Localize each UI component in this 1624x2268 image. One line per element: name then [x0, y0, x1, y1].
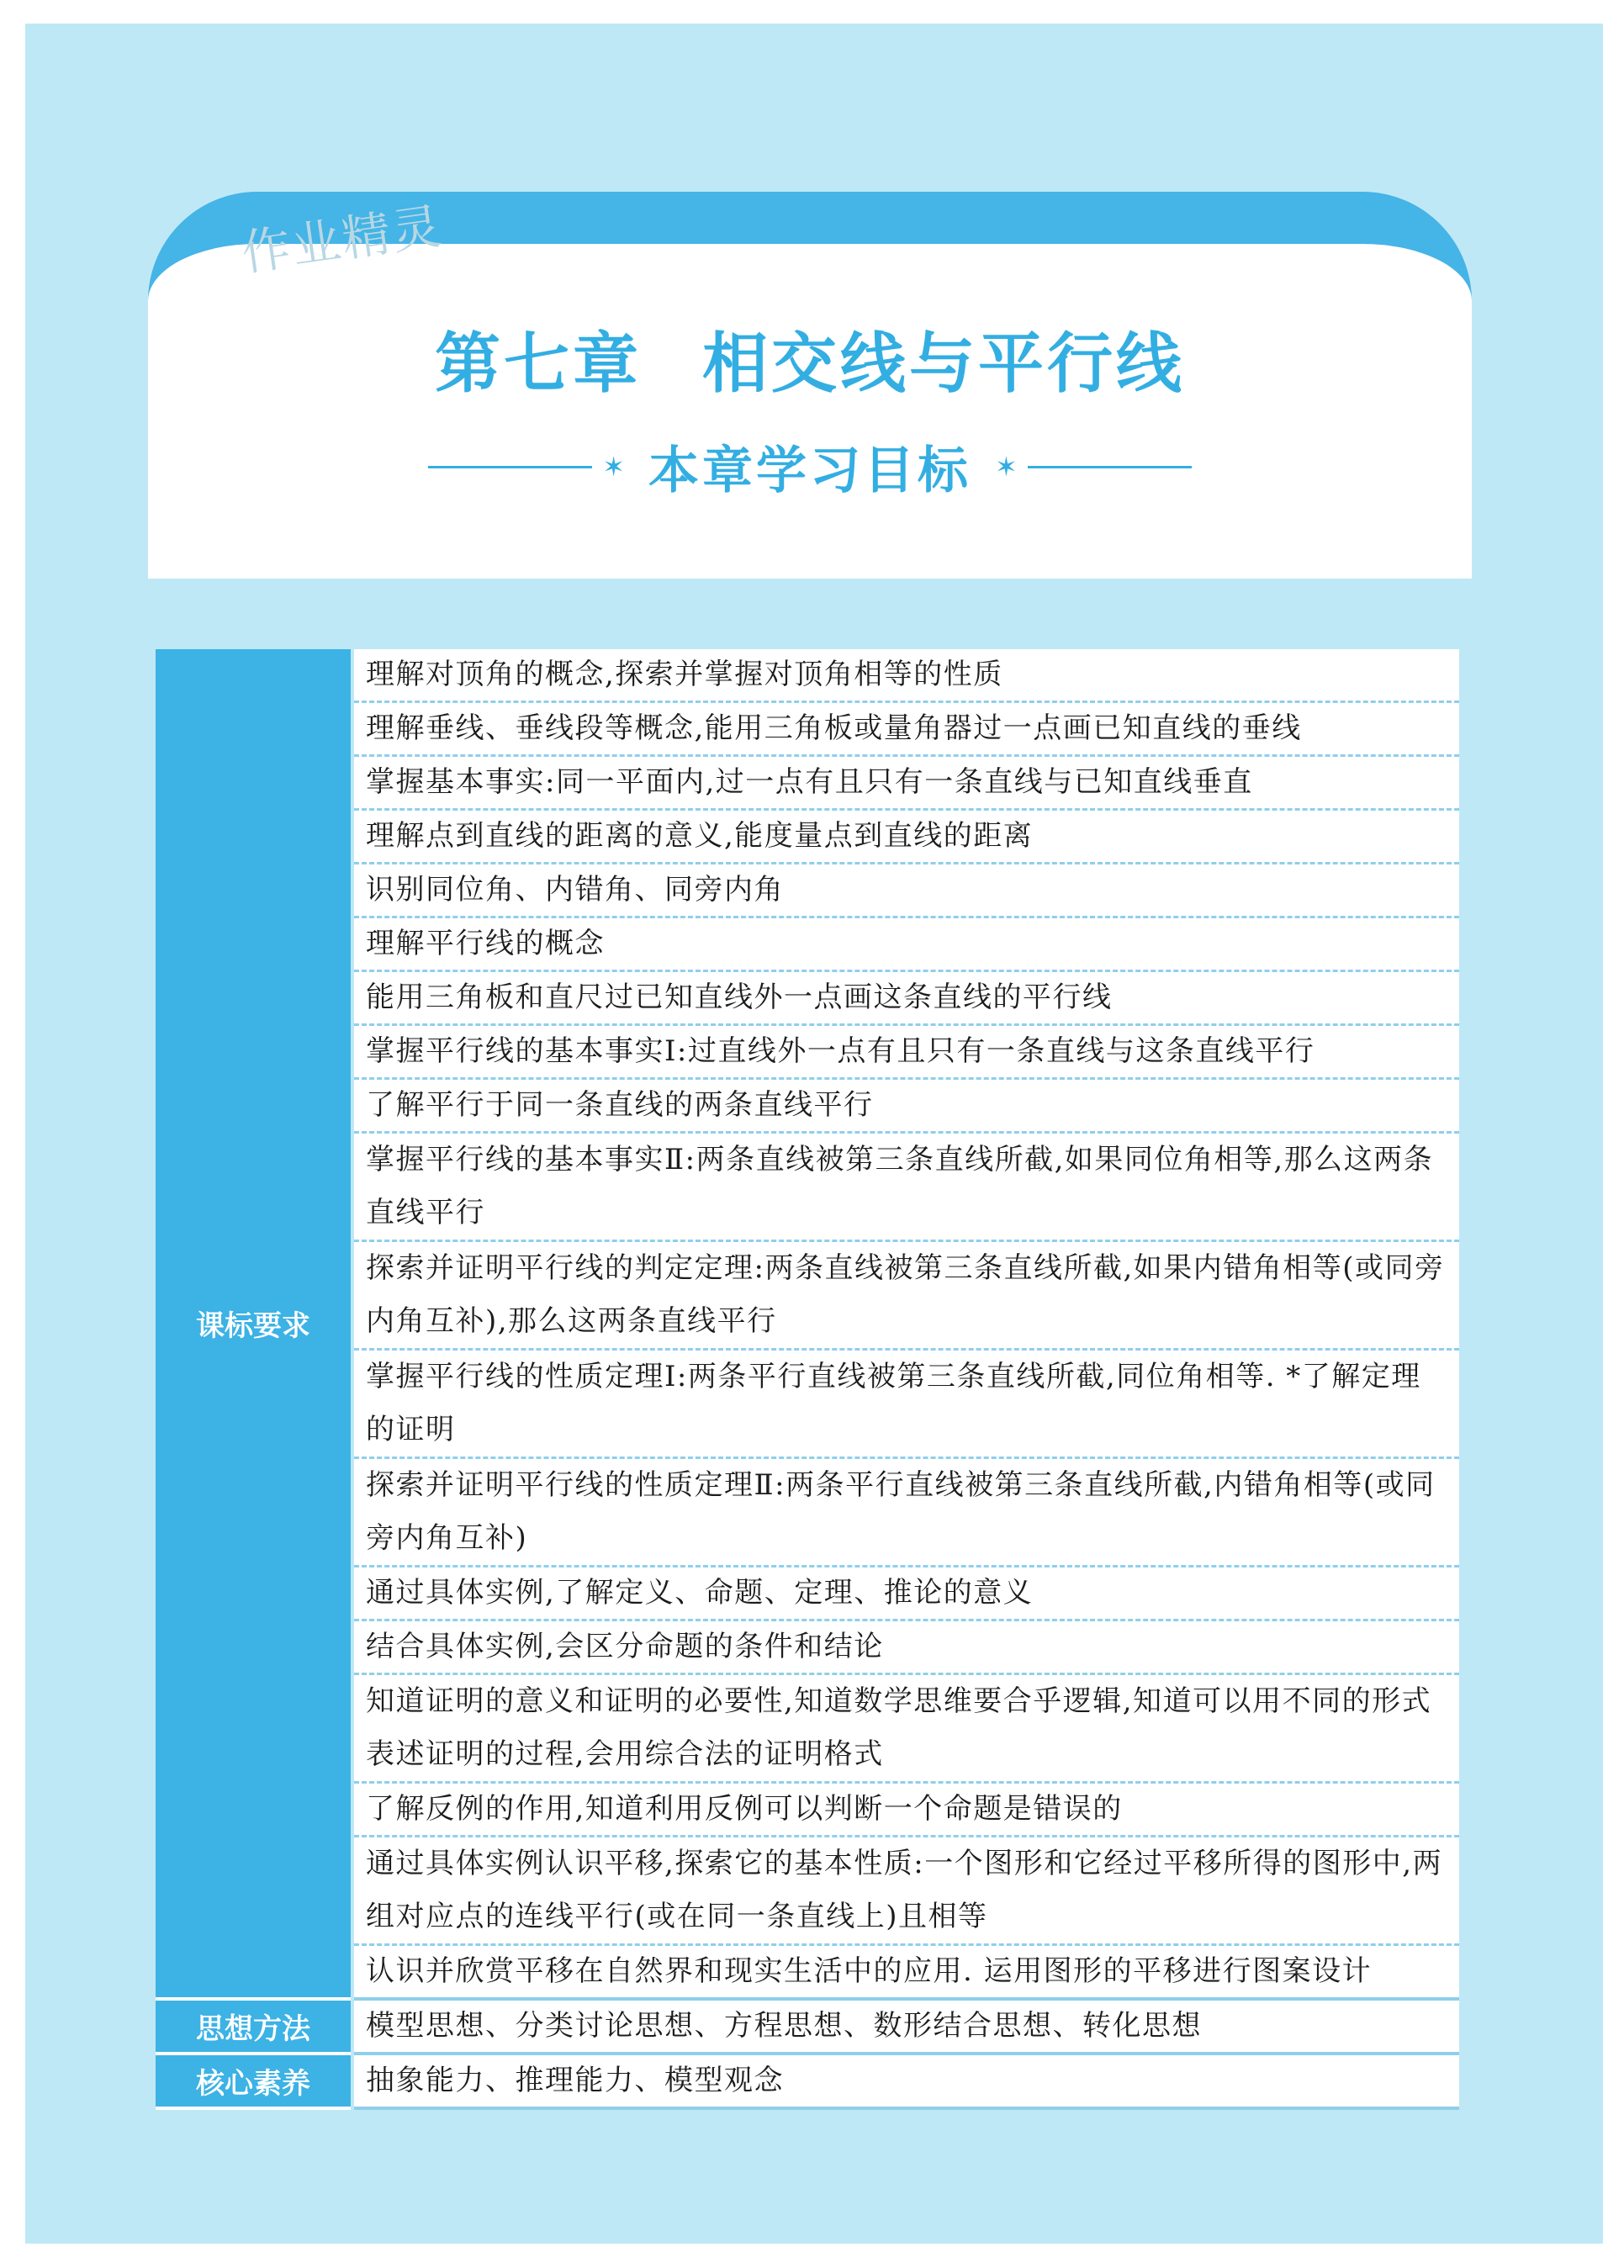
section-label: 思想方法: [156, 2001, 351, 2055]
section-rows: [351, 649, 1459, 2001]
goals-title: 本章学习目标: [648, 441, 971, 500]
requirement-row: 通过具体实例认识平移,探索它的基本性质:一个图形和它经过平移所得的图形中,两组对应点的连线平行(或在同一条直线上)且相等: [354, 1837, 1459, 1946]
star-icon: ✶: [602, 451, 625, 483]
section-rows: [351, 2001, 1459, 2055]
requirement-row: 能用三角板和直尺过已知直线外一点画这条直线的平行线: [354, 972, 1459, 1026]
requirement-row: 知道证明的意义和证明的必要性,知道数学思维要合乎逻辑,知道可以用不同的形式表述证明的过程,会用综合法的证明格式: [354, 1675, 1459, 1784]
requirement-row: 理解平行线的概念: [354, 918, 1459, 972]
requirement-row: 理解垂线、垂线段等概念,能用三角板或量角器过一点画已知直线的垂线: [354, 703, 1459, 757]
chapter-name: 相交线与平行线: [702, 325, 1186, 402]
requirement-row: 探索并证明平行线的性质定理Ⅱ:两条平行直线被第三条直线所截,内错角相等(或同旁内角互补): [354, 1459, 1459, 1568]
chapter-header: [148, 192, 1472, 579]
goals-table: [156, 649, 1459, 2110]
requirement-row: 结合具体实例,会区分命题的条件和结论: [354, 1621, 1459, 1675]
divider-right: [1028, 466, 1192, 468]
requirement-row: 探索并证明平行线的判定定理:两条直线被第三条直线所截,如果内错角相等(或同旁内角互补),那么这两条直线平行: [354, 1242, 1459, 1351]
requirement-row: 掌握平行线的性质定理Ⅰ:两条平行直线被第三条直线所截,同位角相等. *了解定理的证明: [354, 1351, 1459, 1459]
requirement-row: 掌握平行线的基本事实Ⅱ:两条直线被第三条直线所截,如果同位角相等,那么这两条直线平行: [354, 1134, 1459, 1242]
section-label: 课标要求: [156, 649, 351, 2001]
requirement-row: 掌握平行线的基本事实Ⅰ:过直线外一点有且只有一条直线与这条直线平行: [354, 1026, 1459, 1080]
watermark: 作业精灵: [238, 197, 447, 283]
method-row: 模型思想、分类讨论思想、方程思想、数形结合思想、转化思想: [354, 2001, 1459, 2055]
section-literacy: [156, 2055, 1459, 2110]
requirement-row: 了解反例的作用,知道利用反例可以判断一个命题是错误的: [354, 1784, 1459, 1837]
requirement-row: 认识并欣赏平移在自然界和现实生活中的应用. 运用图形的平移进行图案设计: [354, 1946, 1459, 2001]
requirement-row: 理解点到直线的距离的意义,能度量点到直线的距离: [354, 811, 1459, 864]
section-methods: [156, 2001, 1459, 2055]
section-label: 核心素养: [156, 2055, 351, 2110]
divider-left: [428, 466, 592, 468]
requirement-row: 掌握基本事实:同一平面内,过一点有且只有一条直线与已知直线垂直: [354, 757, 1459, 811]
requirement-row: 通过具体实例,了解定义、命题、定理、推论的意义: [354, 1568, 1459, 1621]
chapter-title: [148, 311, 1472, 405]
requirement-row: 了解平行于同一条直线的两条直线平行: [354, 1080, 1459, 1134]
chapter-number: 第七章: [434, 325, 642, 402]
requirement-row: 理解对顶角的概念,探索并掌握对顶角相等的性质: [354, 649, 1459, 703]
literacy-row: 抽象能力、推理能力、模型观念: [354, 2055, 1459, 2110]
requirement-row: 识别同位角、内错角、同旁内角: [354, 864, 1459, 918]
section-curriculum: [156, 649, 1459, 2001]
star-icon: ✶: [995, 451, 1018, 483]
section-rows: [351, 2055, 1459, 2110]
goals-heading: [148, 437, 1472, 500]
